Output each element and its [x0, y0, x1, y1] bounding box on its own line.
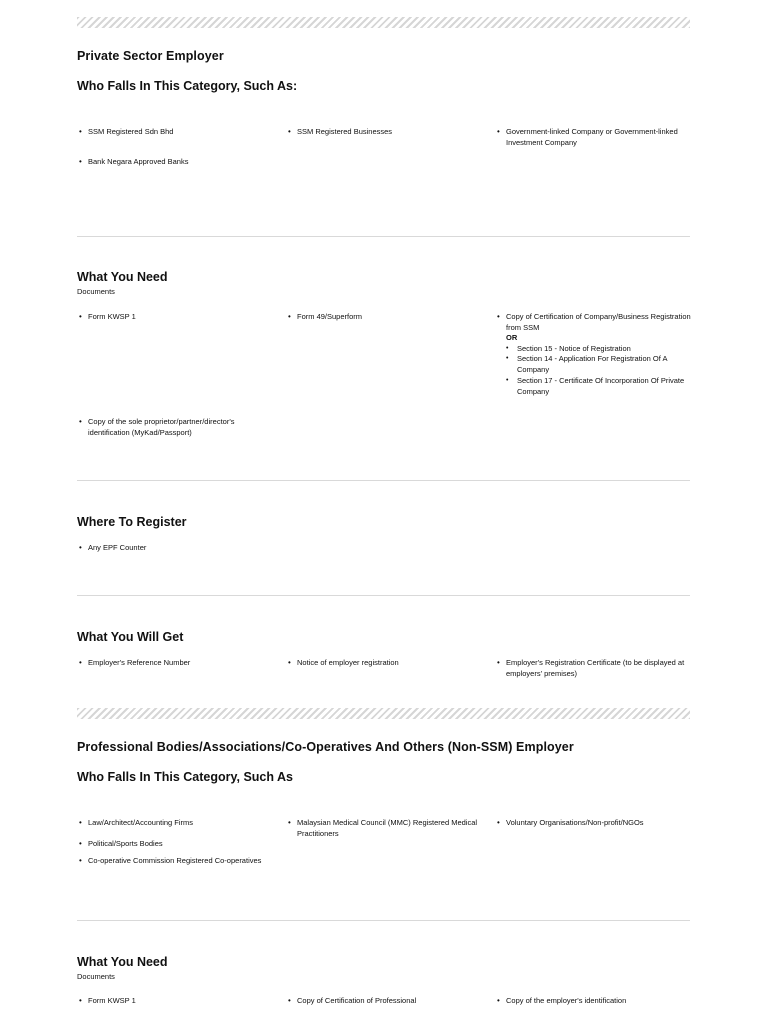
list-item: • Malaysian Medical Council (MMC) Registered Medical Practitioners [286, 818, 481, 839]
list-item-text: Copy of Certification of Company/Business Registration from SSM [506, 312, 691, 332]
list-item: • Government-linked Company or Government-linked Investment Company [495, 127, 691, 148]
get-col1 [77, 658, 272, 669]
who-heading-private: Who Falls In This Category, Such As: [77, 79, 298, 93]
get-heading: What You Will Get [77, 630, 184, 644]
list-item [495, 312, 691, 397]
list-item: • Copy of the employer's identification [495, 996, 691, 1007]
who-col2-private [286, 127, 481, 138]
sub-list-item: • Section 14 - Application For Registration Of A Company [506, 354, 691, 376]
list-item: • Form KWSP 1 [77, 996, 272, 1007]
list-item: • Co-operative Commission Registered Co-operatives [77, 856, 272, 867]
divider [77, 480, 690, 481]
who-col1-private [77, 127, 272, 167]
list-item: • SSM Registered Sdn Bhd [77, 127, 272, 138]
list-item: • Copy of Certification of Professional [286, 996, 481, 1007]
sub-list-item: • Section 15 - Notice of Registration [506, 344, 691, 355]
list-item: • Voluntary Organisations/Non-profit/NGOs [495, 818, 691, 829]
get-col3 [495, 658, 691, 679]
get-col2 [286, 658, 481, 669]
list-item: • Political/Sports Bodies [77, 839, 272, 850]
list-item: • Employer's Reference Number [77, 658, 272, 669]
list-item: • SSM Registered Businesses [286, 127, 481, 138]
who-col3-professional [495, 818, 691, 829]
divider [77, 595, 690, 596]
list-item: • Any EPF Counter [77, 543, 272, 554]
section-divider-stripe [77, 708, 690, 719]
divider [77, 920, 690, 921]
list-item: • Notice of employer registration [286, 658, 481, 669]
section-divider-stripe [77, 17, 690, 28]
need-heading-professional: What You Need [77, 955, 168, 969]
documents-label: Documents [77, 972, 115, 981]
or-label: OR [506, 333, 518, 342]
who-col2-professional [286, 818, 481, 839]
need-col3-private [495, 312, 691, 397]
need-col3-professional [495, 996, 691, 1007]
list-item: • Form 49/Superform [286, 312, 481, 323]
list-item: • Form KWSP 1 [77, 312, 272, 323]
where-list [77, 543, 272, 554]
list-item: • Employer's Registration Certificate (to be displayed at employers' premises) [495, 658, 691, 679]
list-item: • Bank Negara Approved Banks [77, 157, 272, 168]
who-heading-professional: Who Falls In This Category, Such As [77, 770, 293, 784]
divider [77, 236, 690, 237]
need-col2-professional [286, 996, 481, 1007]
who-col1-professional [77, 818, 272, 867]
need-heading-private: What You Need [77, 270, 168, 284]
who-col3-private [495, 127, 691, 148]
list-item: • Copy of the sole proprietor/partner/director's identification (MyKad/Passport) [77, 417, 272, 438]
documents-label: Documents [77, 287, 115, 296]
section-title-professional: Professional Bodies/Associations/Co-Operatives And Others (Non-SSM) Employer [77, 740, 574, 754]
section-title-private: Private Sector Employer [77, 49, 224, 63]
need-col1-private [77, 312, 272, 323]
need-col2-private [286, 312, 481, 323]
need-row2-col1-private [77, 417, 272, 438]
list-item: • Law/Architect/Accounting Firms [77, 818, 272, 829]
need-col1-professional [77, 996, 272, 1007]
sub-list-item: • Section 17 - Certificate Of Incorporation Of Private Company [506, 376, 691, 398]
where-heading: Where To Register [77, 515, 187, 529]
